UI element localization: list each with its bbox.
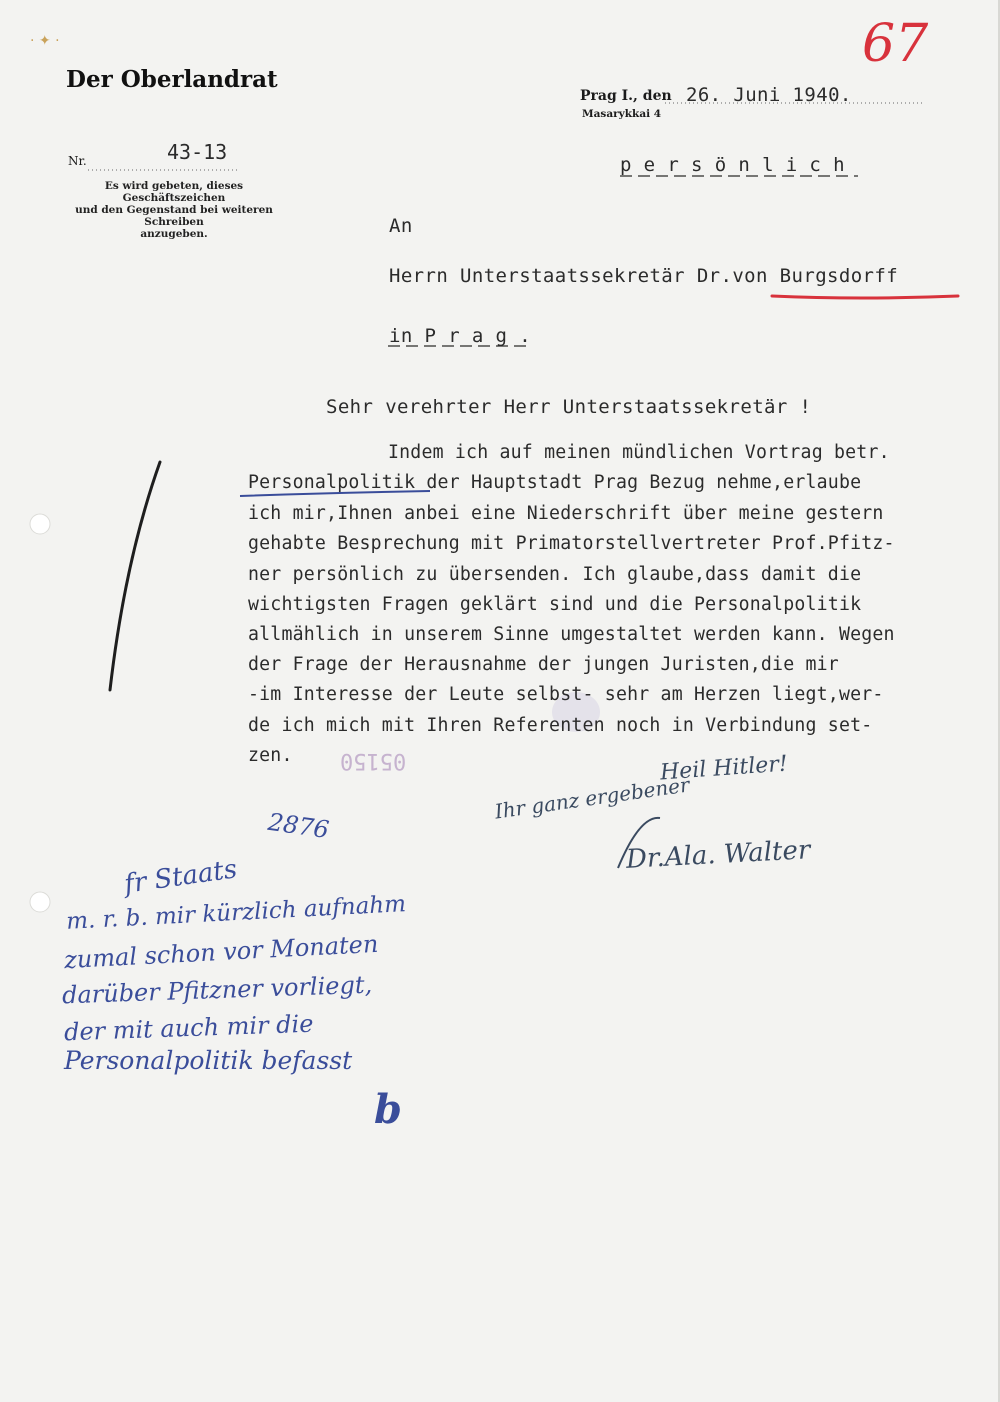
closing-regards: Ihr ganz ergebener <box>493 772 691 824</box>
body-line-1: Indem ich auf meinen mündlichen Vortrag betr. <box>388 442 890 463</box>
personal-marking: p e r s ö n l i c h <box>620 154 845 176</box>
red-underline <box>772 296 958 298</box>
body-line-5: ner persönlich zu übersenden. Ich glaube,dass damit die <box>248 564 862 585</box>
body-line-3: ich mir,Ihnen anbei eine Niederschrift über meine gestern <box>248 503 884 524</box>
note-initial: b <box>374 1086 402 1133</box>
salutation: Sehr verehrter Herr Unterstaatssekretär ! <box>326 396 812 418</box>
place-label: Prag I., den <box>580 88 672 104</box>
signature: Dr.Ala. Walter <box>625 835 812 875</box>
body-line-8: der Frage der Herausnahme der jungen Juristen,die mir <box>248 654 839 675</box>
nr-label: Nr. <box>68 154 87 168</box>
body-line-7: allmählich in unserem Sinne umgestaltet werden kann. Wegen <box>248 624 895 645</box>
note-line-3: zumal schon vor Monaten <box>63 929 379 975</box>
punch-hole-top <box>30 514 50 534</box>
body-line-2: Personalpolitik der Hauptstadt Prag Bezug nehme,erlaube <box>248 472 862 493</box>
office-name: Der Oberlandrat <box>66 66 278 93</box>
body-line-11: zen. <box>248 745 293 766</box>
nr-value: 43-13 <box>167 140 228 164</box>
note-line-1: fr Staats <box>122 854 239 900</box>
folio-number: 67 <box>862 14 929 74</box>
street-address: Masarykkai 4 <box>582 108 662 120</box>
reference-note <box>52 180 296 240</box>
note-line-4: darüber Pfitzner vorliegt, <box>61 970 373 1010</box>
body-line-9: -im Interesse der Leute selbst- sehr am Herzen liegt,wer- <box>248 684 884 705</box>
body-line-10: de ich mich mit Ihren Referenten noch in Verbindung set- <box>248 715 873 736</box>
recipient-city: in P r a g . <box>389 325 532 347</box>
note-line-2: m. r. b. mir kürzlich aufnahm <box>65 891 407 935</box>
body-line-4: gehabte Besprechung mit Primatorstellvertreter Prof.Pfitz- <box>248 533 895 554</box>
note-line-5: der mit auch mir die <box>63 1009 314 1047</box>
reference-note-line-2: und den Gegenstand bei weiteren Schreiben <box>75 204 273 228</box>
margin-stroke <box>110 462 160 690</box>
note-number: 2876 <box>266 807 331 845</box>
letter-date: 26. Juni 1940. <box>686 84 852 106</box>
reference-note-line-1: Es wird gebeten, dieses Geschäftszeichen <box>104 180 244 204</box>
note-line-6: Personalpolitik befasst <box>64 1046 353 1075</box>
reference-note-line-3: anzugeben. <box>140 228 208 240</box>
stamp-number: 05150 <box>340 748 407 773</box>
closing-heil: Heil Hitler! <box>659 751 789 786</box>
corner-mark: · ✦ · <box>30 33 60 49</box>
punch-hole-bottom <box>30 892 50 912</box>
body-line-6: wichtigsten Fragen geklärt sind und die Personalpolitik <box>248 594 862 615</box>
to-label: An <box>389 215 413 237</box>
recipient: Herrn Unterstaatssekretär Dr.von Burgsdorff <box>389 265 899 287</box>
